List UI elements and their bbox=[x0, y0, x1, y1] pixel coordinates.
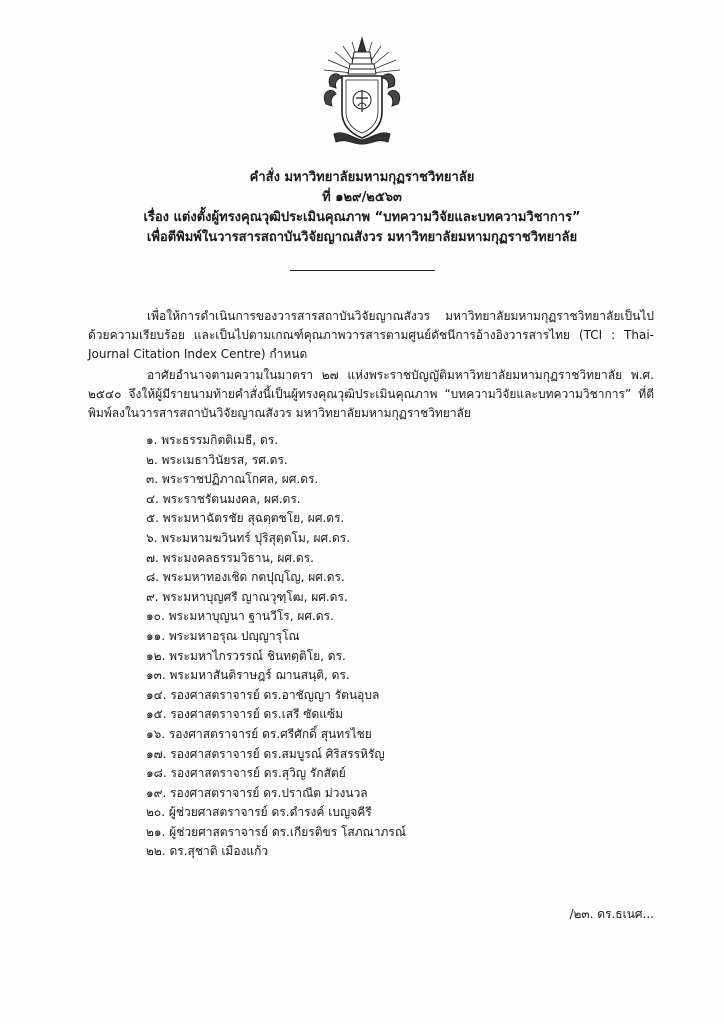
list-item: ๗. พระมงคลธรรมวิธาน, ผศ.ดร. bbox=[146, 550, 314, 565]
list-item: ๑๗. รองศาสตราจารย์ ดร.สมบูรณ์ ศิริสรรหิรัญ bbox=[146, 746, 385, 761]
list-item: ๘. พระมหาทองเชิด กตปุญฺโญ, ผศ.ดร. bbox=[146, 570, 345, 585]
list-item: ๕. พระมหาฉัตรชัย สุฉตฺตชโย, ผศ.ดร. bbox=[146, 511, 345, 526]
continuation-note: /๒๓. ดร.ธเนศ... bbox=[569, 907, 654, 921]
list-item: ๑๕. รองศาสตราจารย์ ดร.เสรี ซัดแซ้ม bbox=[146, 707, 344, 722]
list-item: ๑๖. รองศาสตราจารย์ ดร.ศรีศักดิ์ สุนทรไชย bbox=[146, 726, 372, 741]
list-item: ๓. พระราชปฏิภาณโกศล, ผศ.ดร. bbox=[146, 472, 319, 487]
order-subject-continued: เพื่อตีพิมพ์ในวารสารสถาบันวิจัยญาณสังวร มหาวิทยาลัยมหามกุฏราชวิทยาลัย bbox=[146, 230, 578, 245]
reviewer-list bbox=[146, 431, 406, 862]
order-subject: เรื่อง แต่งตั้งผู้ทรงคุณวุฒิประเมินคุณภาพ “บทความวิจัยและบทความวิชาการ” bbox=[143, 210, 581, 225]
list-item: ๑๓. พระมหาสันติราษฎร์ ฌานสนฺติ, ดร. bbox=[146, 668, 350, 683]
list-item: ๒๐. ผู้ช่วยศาสตราจารย์ ดร.ดำรงค์ เบญจคีรี bbox=[146, 805, 372, 820]
list-item: ๒๒. ดร.สุชาติ เมืองแก้ว bbox=[146, 844, 269, 859]
list-item: ๔. พระราชรัตนมงคล, ผศ.ดร. bbox=[146, 491, 301, 506]
list-item: ๒๑. ผู้ช่วยศาสตราจารย์ ดร.เกียรติขร โสภณาภรณ์ bbox=[146, 824, 407, 839]
list-item: ๑. พระธรรมกิตติเมธี, ดร. bbox=[146, 433, 279, 447]
list-item: ๙. พระมหาบุญศรี ญาณวุฑฺโฒ, ผศ.ดร. bbox=[146, 589, 348, 604]
order-number: ที่ ๑๒๙/๒๕๖๓ bbox=[322, 190, 402, 205]
order-title: คำสั่ง มหาวิทยาลัยมหามกุฏราชวิทยาลัย bbox=[249, 170, 475, 185]
list-item: ๑๘. รองศาสตราจารย์ ดร.สุวิญ รักสัตย์ bbox=[146, 766, 346, 781]
list-item: ๑๔. รองศาสตราจารย์ ดร.อาชัญญา รัตนอุบล bbox=[146, 687, 380, 702]
list-item: ๑๙. รองศาสตราจารย์ ดร.ปราณีต ม่วงนวล bbox=[146, 785, 368, 800]
body-paragraph-purpose: เพื่อให้การดำเนินการของวารสารสถาบันวิจัยญาณสังวร มหาวิทยาลัยมหามกุฏราชวิทยาลัยเป็นไปด้วยความเรียบร้อย และเป็นไปตามเกณฑ์คุณภาพวารสารตามศูนย์ดัชนีการอ้างอิงวารสารไทย (TCI : Thai-Journal Citation Index Centre) กำหนด bbox=[88, 309, 654, 361]
heading-divider bbox=[290, 270, 435, 271]
list-item: ๑๐. พระมหาบุญนา ฐานวีโร, ผศ.ดร. bbox=[146, 609, 334, 624]
list-item: ๑๑. พระมหาอรุณ ปญฺญารุโณ bbox=[146, 628, 300, 643]
university-emblem-icon bbox=[316, 34, 408, 146]
body-paragraph-authority: อาศัยอำนาจตามความในมาตรา ๒๗ แห่งพระราชบัญญัติมหาวิทยาลัยมหามกุฏราชวิทยาลัย พ.ศ. ๒๕๔๐ จึงให้ผู้มีรายนามท้ายคำสั่งนี้เป็นผู้ทรงคุณวุฒิประเมินคุณภาพ “บทความวิจัยและบทความวิชาการ” ที่ตีพิมพ์ลงในวารสารสถาบันวิจัยญาณสังวร มหาวิทยาลัยมหามกุฏราชวิทยาลัย bbox=[88, 368, 654, 420]
list-item: ๑๒. พระมหาไกรวรรณ์ ชินทตฺติโย, ดร. bbox=[146, 648, 346, 663]
list-item: ๒. พระเมธาวินัยรส, รศ.ดร. bbox=[146, 452, 288, 467]
list-item: ๖. พระมหามฆวินทร์ ปุริสุตฺตโม, ผศ.ดร. bbox=[146, 530, 351, 545]
